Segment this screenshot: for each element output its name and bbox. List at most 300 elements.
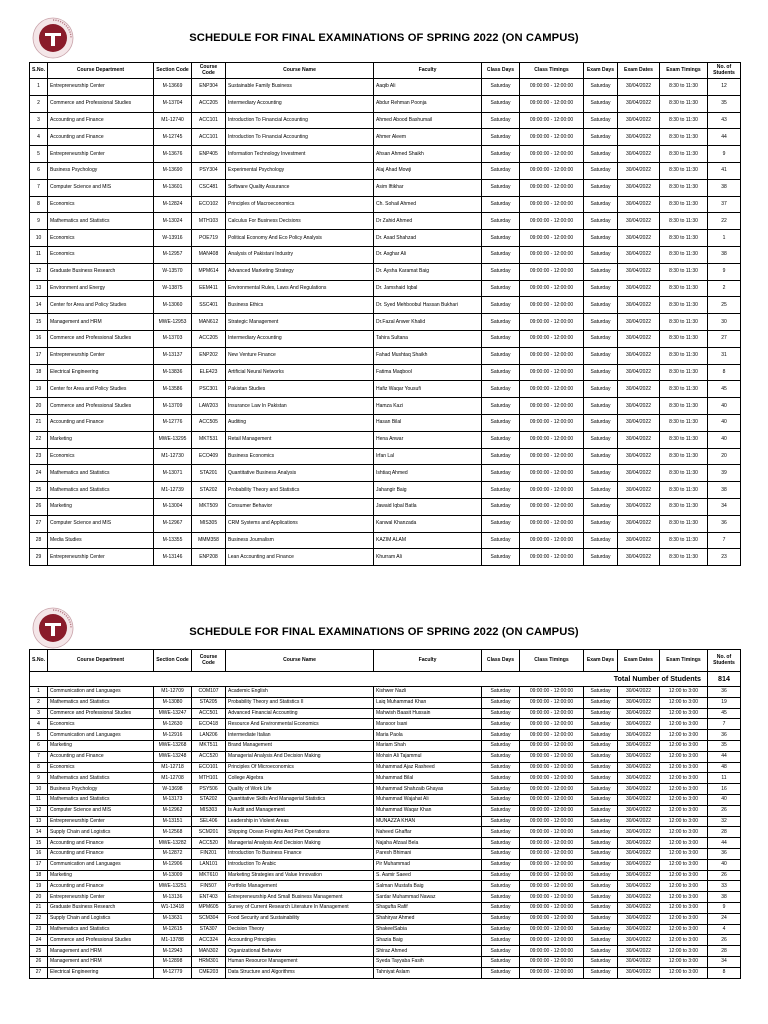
cell-exam-days: Saturday: [584, 956, 618, 967]
cell-student-count: 23: [708, 549, 741, 566]
cell-course-code: ENP202: [192, 347, 226, 364]
cell-course-department: Marketing: [48, 740, 154, 751]
cell-class-timings: 09:00:00 - 12:00:00: [520, 196, 584, 213]
cell-course-name: Probability Theory and Statistics: [226, 482, 374, 499]
cell-serial-number: 4: [30, 719, 48, 730]
cell-course-name: Strategic Management: [226, 314, 374, 331]
header-course-department: Course Department: [48, 63, 154, 79]
cell-exam-timings: 12:00 to 3:00: [660, 697, 708, 708]
cell-faculty: Fatima Maqbool: [374, 364, 482, 381]
cell-class-timings: 09:00:00 - 12:00:00: [520, 95, 584, 112]
cell-course-name: Artificial Neural Networks: [226, 364, 374, 381]
cell-class-days: Saturday: [482, 162, 520, 179]
cell-section-code: MWE-13295: [154, 431, 192, 448]
cell-exam-dates: 30/04/2022: [618, 881, 660, 892]
cell-faculty: Muhammad Bilal: [374, 773, 482, 784]
cell-class-days: Saturday: [482, 892, 520, 903]
cell-student-count: 8: [708, 364, 741, 381]
cell-student-count: 32: [708, 816, 741, 827]
cell-exam-timings: 8:30 to 11:30: [660, 398, 708, 415]
cell-student-count: 40: [708, 398, 741, 415]
cell-exam-timings: 8:30 to 11:30: [660, 465, 708, 482]
cell-student-count: 40: [708, 431, 741, 448]
page-title: SCHEDULE FOR FINAL EXAMINATIONS OF SPRING 2022 (ON CAMPUS): [189, 32, 579, 44]
cell-exam-timings: 8:30 to 11:30: [660, 196, 708, 213]
table-row: [30, 95, 741, 112]
cell-section-code: M-12776: [154, 414, 192, 431]
cell-serial-number: 3: [30, 708, 48, 719]
cell-course-name: Pakistan Studies: [226, 381, 374, 398]
cell-class-timings: 09:00:00 - 12:00:00: [520, 827, 584, 838]
cell-serial-number: 13: [30, 816, 48, 827]
cell-serial-number: 27: [30, 515, 48, 532]
cell-class-timings: 09:00:00 - 12:00:00: [520, 935, 584, 946]
cell-exam-timings: 8:30 to 11:30: [660, 263, 708, 280]
cell-section-code: M-13137: [154, 347, 192, 364]
cell-exam-days: Saturday: [584, 762, 618, 773]
table-row: [30, 751, 741, 762]
cell-section-code: M-13151: [154, 816, 192, 827]
cell-student-count: 25: [708, 297, 741, 314]
cell-exam-timings: 8:30 to 11:30: [660, 381, 708, 398]
cell-faculty: Naheed Ghaffar: [374, 827, 482, 838]
cell-class-timings: 09:00:00 - 12:00:00: [520, 532, 584, 549]
cell-exam-dates: 30/04/2022: [618, 762, 660, 773]
cell-exam-dates: 30/04/2022: [618, 730, 660, 741]
cell-student-count: 36: [708, 848, 741, 859]
cell-course-code: CME203: [192, 967, 226, 978]
cell-course-department: Economics: [48, 196, 154, 213]
cell-faculty: Dr Zahid Ahmed: [374, 213, 482, 230]
cell-section-code: MWE-13268: [154, 740, 192, 751]
cell-course-department: Supply Chain and Logistics: [48, 913, 154, 924]
cell-serial-number: 25: [30, 482, 48, 499]
cell-exam-timings: 12:00 to 3:00: [660, 740, 708, 751]
cell-exam-days: Saturday: [584, 967, 618, 978]
cell-student-count: 28: [708, 827, 741, 838]
cell-exam-timings: 12:00 to 3:00: [660, 687, 708, 698]
cell-exam-days: Saturday: [584, 314, 618, 331]
cell-exam-timings: 12:00 to 3:00: [660, 816, 708, 827]
cell-faculty: Syeda Tayyaba Fasih: [374, 956, 482, 967]
cell-student-count: 45: [708, 708, 741, 719]
cell-exam-timings: 12:00 to 3:00: [660, 881, 708, 892]
cell-serial-number: 22: [30, 913, 48, 924]
cell-exam-days: Saturday: [584, 230, 618, 247]
cell-course-name: Experimental Psychology: [226, 162, 374, 179]
cell-class-days: Saturday: [482, 314, 520, 331]
cell-section-code: M-13146: [154, 549, 192, 566]
cell-course-name: Political Economy And Eco Policy Analysis: [226, 230, 374, 247]
cell-student-count: 34: [708, 956, 741, 967]
cell-course-department: Mathematics and Statistics: [48, 213, 154, 230]
cell-course-code: MAN302: [192, 946, 226, 957]
cell-exam-days: Saturday: [584, 381, 618, 398]
cell-faculty: Maria Paola: [374, 730, 482, 741]
cell-faculty: Hamza Kazi: [374, 398, 482, 415]
cell-course-department: Accounting and Finance: [48, 838, 154, 849]
cell-course-code: SCM201: [192, 827, 226, 838]
cell-exam-timings: 8:30 to 11:30: [660, 280, 708, 297]
header-serial-number: S.No.: [30, 650, 48, 672]
cell-student-count: 41: [708, 162, 741, 179]
cell-serial-number: 6: [30, 162, 48, 179]
table-row: [30, 314, 741, 331]
cell-faculty: Salman Mustafa Baig: [374, 881, 482, 892]
cell-serial-number: 24: [30, 935, 48, 946]
cell-exam-dates: 30/04/2022: [618, 129, 660, 146]
cell-course-name: Software Quality Assurance: [226, 179, 374, 196]
cell-faculty: Jawaid Iqbal Batla: [374, 498, 482, 515]
table-row: [30, 532, 741, 549]
cell-faculty: Mahwish Baasit Hussain: [374, 708, 482, 719]
cell-section-code: M-13709: [154, 398, 192, 415]
cell-student-count: 8: [708, 967, 741, 978]
cell-faculty: Muhammad Ajaz Rasheed: [374, 762, 482, 773]
cell-course-department: Accounting and Finance: [48, 848, 154, 859]
cell-exam-dates: 30/04/2022: [618, 794, 660, 805]
table-row: [30, 549, 741, 566]
cell-serial-number: 10: [30, 230, 48, 247]
cell-class-timings: 09:00:00 - 12:00:00: [520, 956, 584, 967]
cell-course-department: Entrepreneurship Center: [48, 146, 154, 163]
cell-student-count: 38: [708, 892, 741, 903]
cell-exam-days: Saturday: [584, 112, 618, 129]
table-row: [30, 838, 741, 849]
cell-exam-dates: 30/04/2022: [618, 364, 660, 381]
cell-course-code: HRM301: [192, 956, 226, 967]
cell-serial-number: 9: [30, 773, 48, 784]
cell-exam-days: Saturday: [584, 892, 618, 903]
cell-class-days: Saturday: [482, 398, 520, 415]
cell-class-days: Saturday: [482, 448, 520, 465]
cell-course-code: MKT509: [192, 498, 226, 515]
cell-course-code: COM107: [192, 687, 226, 698]
table-row: [30, 924, 741, 935]
cell-class-days: Saturday: [482, 827, 520, 838]
cell-faculty: Najaha Afzaal Bela: [374, 838, 482, 849]
cell-exam-days: Saturday: [584, 431, 618, 448]
table-row: [30, 79, 741, 96]
cell-student-count: 26: [708, 870, 741, 881]
cell-class-timings: 09:00:00 - 12:00:00: [520, 773, 584, 784]
cell-serial-number: 5: [30, 730, 48, 741]
cell-course-code: ECO102: [192, 196, 226, 213]
cell-serial-number: 4: [30, 129, 48, 146]
cell-section-code: M-13690: [154, 162, 192, 179]
cell-course-name: Survey of Current Research Literature In Management: [226, 902, 374, 913]
table-body: [30, 672, 741, 979]
cell-section-code: W1-13418: [154, 902, 192, 913]
cell-course-department: Mathematics and Statistics: [48, 482, 154, 499]
cell-section-code: M-12898: [154, 956, 192, 967]
cell-exam-timings: 12:00 to 3:00: [660, 956, 708, 967]
cell-serial-number: 8: [30, 196, 48, 213]
cell-section-code: M-13836: [154, 364, 192, 381]
cell-course-name: Introduction To Financial Accounting: [226, 129, 374, 146]
cell-course-code: ACC520: [192, 751, 226, 762]
cell-course-name: Advanced Financial Accounting: [226, 708, 374, 719]
cell-class-timings: 09:00:00 - 12:00:00: [520, 697, 584, 708]
cell-student-count: 9: [708, 146, 741, 163]
cell-exam-dates: 30/04/2022: [618, 935, 660, 946]
cell-exam-days: Saturday: [584, 347, 618, 364]
cell-section-code: M-12967: [154, 515, 192, 532]
cell-serial-number: 12: [30, 263, 48, 280]
cell-exam-days: Saturday: [584, 532, 618, 549]
cell-faculty: Aaqib Ali: [374, 79, 482, 96]
cell-exam-days: Saturday: [584, 482, 618, 499]
cell-exam-dates: 30/04/2022: [618, 549, 660, 566]
cell-course-code: MKT511: [192, 740, 226, 751]
cell-course-name: Shipping Ocean Freights And Port Operations: [226, 827, 374, 838]
cell-section-code: MWE-13248: [154, 751, 192, 762]
cell-exam-days: Saturday: [584, 751, 618, 762]
cell-section-code: MWE-13251: [154, 881, 192, 892]
cell-class-timings: 09:00:00 - 12:00:00: [520, 967, 584, 978]
cell-serial-number: 28: [30, 532, 48, 549]
cell-section-code: M1-13788: [154, 935, 192, 946]
cell-exam-dates: 30/04/2022: [618, 515, 660, 532]
cell-section-code: M-13071: [154, 465, 192, 482]
cell-course-name: Leadership in Violent Areas: [226, 816, 374, 827]
cell-exam-days: Saturday: [584, 263, 618, 280]
cell-course-department: Management and HRM: [48, 314, 154, 331]
cell-serial-number: 2: [30, 95, 48, 112]
cell-course-name: Organizational Behavior: [226, 946, 374, 957]
cell-exam-dates: 30/04/2022: [618, 967, 660, 978]
cell-exam-days: Saturday: [584, 946, 618, 957]
cell-course-name: Advanced Marketing Strategy: [226, 263, 374, 280]
cell-exam-dates: 30/04/2022: [618, 280, 660, 297]
cell-course-code: FIN201: [192, 848, 226, 859]
cell-section-code: M-12872: [154, 848, 192, 859]
cell-class-days: Saturday: [482, 902, 520, 913]
cell-course-department: Mathematics and Statistics: [48, 924, 154, 935]
cell-exam-days: Saturday: [584, 129, 618, 146]
cell-course-department: Management and HRM: [48, 946, 154, 957]
cell-course-department: Commerce and Professional Studies: [48, 330, 154, 347]
cell-class-timings: 09:00:00 - 12:00:00: [520, 347, 584, 364]
cell-exam-timings: 12:00 to 3:00: [660, 773, 708, 784]
schedule-table-2: [29, 649, 741, 979]
table-row: [30, 146, 741, 163]
cell-class-timings: 09:00:00 - 12:00:00: [520, 740, 584, 751]
cell-class-timings: 09:00:00 - 12:00:00: [520, 280, 584, 297]
cell-section-code: M1-12740: [154, 112, 192, 129]
table-row: [30, 465, 741, 482]
cell-student-count: 24: [708, 913, 741, 924]
cell-class-days: Saturday: [482, 196, 520, 213]
totals-row: [30, 672, 741, 687]
cell-course-name: Retail Management: [226, 431, 374, 448]
cell-course-department: Computer Science and MIS: [48, 805, 154, 816]
cell-faculty: Dr. Jamshaid Iqbal: [374, 280, 482, 297]
cell-course-name: Business Ethics: [226, 297, 374, 314]
cell-class-timings: 09:00:00 - 12:00:00: [520, 913, 584, 924]
cell-class-timings: 09:00:00 - 12:00:00: [520, 465, 584, 482]
cell-class-days: Saturday: [482, 381, 520, 398]
cell-faculty: Ahsan Ahmed Shaikh: [374, 146, 482, 163]
cell-course-department: Entrepreneurship Center: [48, 816, 154, 827]
cell-course-code: ENT403: [192, 892, 226, 903]
cell-faculty: Hasan Bilal: [374, 414, 482, 431]
cell-course-code: MAN408: [192, 246, 226, 263]
cell-student-count: 44: [708, 751, 741, 762]
cell-course-code: MIS303: [192, 805, 226, 816]
cell-student-count: 27: [708, 330, 741, 347]
cell-course-code: CSC481: [192, 179, 226, 196]
cell-faculty: Tahira Sultana: [374, 330, 482, 347]
cell-student-count: 44: [708, 129, 741, 146]
cell-student-count: 9: [708, 263, 741, 280]
cell-serial-number: 17: [30, 347, 48, 364]
table-row: [30, 913, 741, 924]
cell-course-code: MTH103: [192, 213, 226, 230]
cell-serial-number: 26: [30, 498, 48, 515]
cell-exam-days: Saturday: [584, 549, 618, 566]
header-section-code: Section Code: [154, 650, 192, 672]
cell-class-timings: 09:00:00 - 12:00:00: [520, 515, 584, 532]
cell-class-days: Saturday: [482, 762, 520, 773]
cell-course-code: FIN507: [192, 881, 226, 892]
cell-section-code: M-13080: [154, 697, 192, 708]
cell-course-name: Academic English: [226, 687, 374, 698]
cell-exam-timings: 8:30 to 11:30: [660, 414, 708, 431]
cell-class-timings: 09:00:00 - 12:00:00: [520, 314, 584, 331]
header-student-count: No. of Students: [708, 63, 741, 79]
cell-course-name: Business Journalism: [226, 532, 374, 549]
cell-course-code: STA202: [192, 482, 226, 499]
cell-course-department: Economics: [48, 719, 154, 730]
cell-section-code: M-12957: [154, 246, 192, 263]
cell-class-days: Saturday: [482, 297, 520, 314]
cell-course-name: Auditing: [226, 414, 374, 431]
cell-exam-timings: 8:30 to 11:30: [660, 314, 708, 331]
cell-course-code: POE719: [192, 230, 226, 247]
cell-student-count: 36: [708, 687, 741, 698]
cell-class-timings: 09:00:00 - 12:00:00: [520, 129, 584, 146]
cell-student-count: 7: [708, 719, 741, 730]
cell-exam-days: Saturday: [584, 730, 618, 741]
cell-course-name: Human Resource Management: [226, 956, 374, 967]
cell-course-name: Consumer Behavior: [226, 498, 374, 515]
cell-exam-days: Saturday: [584, 848, 618, 859]
cell-exam-days: Saturday: [584, 902, 618, 913]
header-course-name: Course Name: [226, 63, 374, 79]
cell-course-code: STA201: [192, 465, 226, 482]
cell-class-days: Saturday: [482, 549, 520, 566]
cell-course-department: Accounting and Finance: [48, 129, 154, 146]
cell-course-code: MPM614: [192, 263, 226, 280]
cell-section-code: M-13676: [154, 146, 192, 163]
table-row: [30, 697, 741, 708]
cell-exam-timings: 12:00 to 3:00: [660, 708, 708, 719]
cell-section-code: M-12568: [154, 827, 192, 838]
cell-student-count: 45: [708, 381, 741, 398]
cell-class-timings: 09:00:00 - 12:00:00: [520, 816, 584, 827]
cell-student-count: 22: [708, 213, 741, 230]
cell-class-days: Saturday: [482, 805, 520, 816]
cell-class-days: Saturday: [482, 280, 520, 297]
cell-course-department: Communication and Languages: [48, 730, 154, 741]
cell-exam-dates: 30/04/2022: [618, 870, 660, 881]
table-row: [30, 805, 741, 816]
cell-course-name: Calculus For Business Decisions: [226, 213, 374, 230]
cell-faculty: Tahniyat Aslam: [374, 967, 482, 978]
cell-course-code: ECO418: [192, 719, 226, 730]
cell-faculty: Ahmer Aleem: [374, 129, 482, 146]
cell-course-code: MMM358: [192, 532, 226, 549]
cell-exam-timings: 12:00 to 3:00: [660, 730, 708, 741]
cell-exam-timings: 12:00 to 3:00: [660, 805, 708, 816]
cell-section-code: M-13173: [154, 794, 192, 805]
cell-exam-days: Saturday: [584, 697, 618, 708]
cell-exam-timings: 8:30 to 11:30: [660, 431, 708, 448]
cell-exam-dates: 30/04/2022: [618, 330, 660, 347]
cell-class-days: Saturday: [482, 687, 520, 698]
cell-course-department: Entrepreneurship Center: [48, 549, 154, 566]
cell-class-timings: 09:00:00 - 12:00:00: [520, 946, 584, 957]
header-class-timings: Class Timings: [520, 650, 584, 672]
header-serial-number: S.No.: [30, 63, 48, 79]
cell-class-timings: 09:00:00 - 12:00:00: [520, 498, 584, 515]
cell-course-department: Electrical Engineering: [48, 967, 154, 978]
cell-class-days: Saturday: [482, 708, 520, 719]
cell-serial-number: 2: [30, 697, 48, 708]
cell-student-count: 26: [708, 805, 741, 816]
header-course-code: Course Code: [192, 63, 226, 79]
cell-course-code: LAN206: [192, 730, 226, 741]
cell-serial-number: 26: [30, 956, 48, 967]
cell-exam-timings: 12:00 to 3:00: [660, 719, 708, 730]
cell-section-code: M-13703: [154, 330, 192, 347]
cell-serial-number: 7: [30, 179, 48, 196]
cell-section-code: MWE-13247: [154, 708, 192, 719]
table-row: [30, 902, 741, 913]
cell-course-department: Business Psychology: [48, 784, 154, 795]
cell-student-count: 28: [708, 946, 741, 957]
cell-section-code: M-13586: [154, 381, 192, 398]
cell-exam-dates: 30/04/2022: [618, 859, 660, 870]
cell-class-timings: 09:00:00 - 12:00:00: [520, 79, 584, 96]
cell-student-count: 26: [708, 935, 741, 946]
cell-exam-dates: 30/04/2022: [618, 751, 660, 762]
cell-section-code: M-12615: [154, 924, 192, 935]
cell-course-code: ACC501: [192, 708, 226, 719]
cell-serial-number: 10: [30, 784, 48, 795]
cell-student-count: 7: [708, 532, 741, 549]
cell-serial-number: 21: [30, 414, 48, 431]
cell-course-department: Economics: [48, 246, 154, 263]
cell-class-days: Saturday: [482, 532, 520, 549]
cell-faculty: Mansoor Isani: [374, 719, 482, 730]
cell-exam-days: Saturday: [584, 246, 618, 263]
cell-exam-days: Saturday: [584, 773, 618, 784]
cell-class-days: Saturday: [482, 730, 520, 741]
cell-course-department: Environment and Energy: [48, 280, 154, 297]
cell-class-days: Saturday: [482, 935, 520, 946]
cell-serial-number: 15: [30, 314, 48, 331]
cell-exam-dates: 30/04/2022: [618, 179, 660, 196]
table-row: [30, 196, 741, 213]
cell-class-timings: 09:00:00 - 12:00:00: [520, 687, 584, 698]
cell-faculty: Pir Muhammad: [374, 859, 482, 870]
cell-exam-days: Saturday: [584, 924, 618, 935]
cell-exam-days: Saturday: [584, 816, 618, 827]
table-row: [30, 431, 741, 448]
cell-course-department: Graduate Business Research: [48, 902, 154, 913]
